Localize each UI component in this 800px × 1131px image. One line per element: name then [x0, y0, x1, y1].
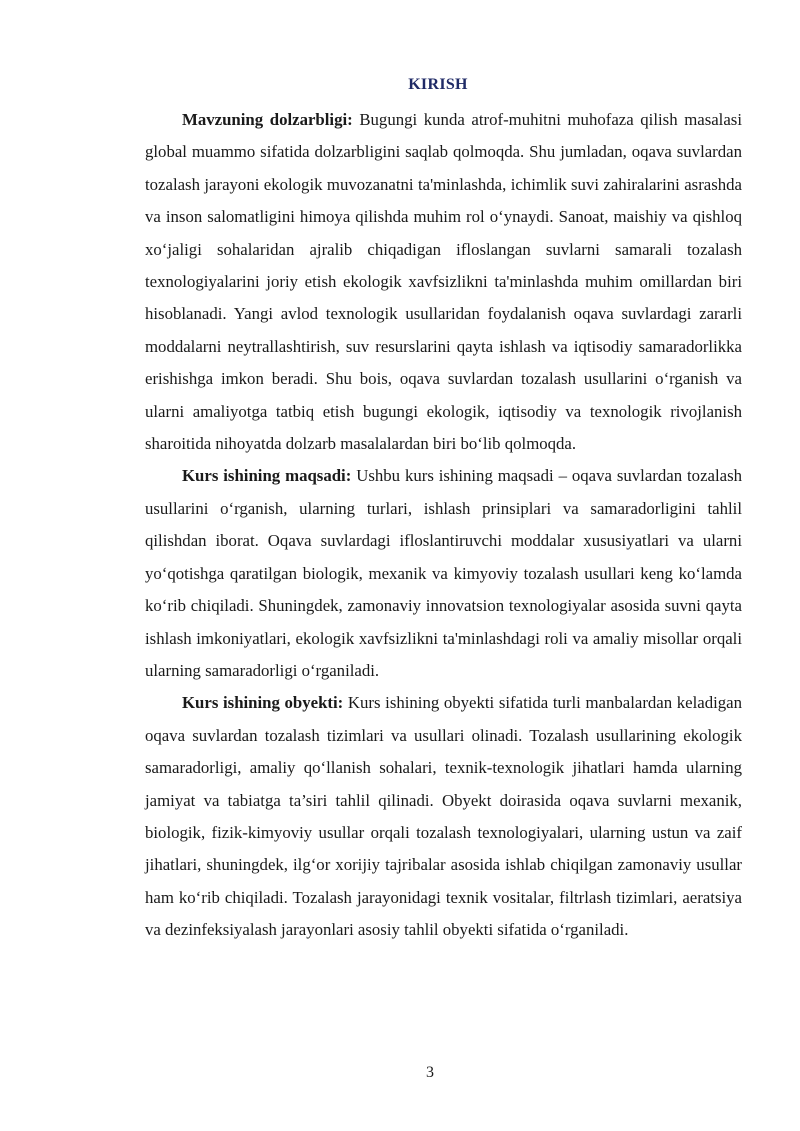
paragraph-goal [145, 460, 742, 687]
document-body [145, 104, 742, 947]
paragraph-lead: Kurs ishining obyekti: [182, 693, 344, 713]
paragraph-lead: Kurs ishining maqsadi: [182, 466, 352, 486]
paragraph-text: Bugungi kunda atrof-muhitni muhofaza qilish masalasi global muammo sifatida dolzarbligini saqlab qolmoqda. Shu jumladan, oqava suvlardan tozalash jarayoni ekologik muvozanatni ta'minlashda, ichimlik suvi zahiralarini asrashda va inson salomatligini himoya qilishda muhim rol o‘ynaydi. Sanoat, maishiy va qishloq xo‘jaligi sohalaridan ajralib chiqadigan ifloslangan suvlarni samarali tozalash texnologiyalarini joriy etish ekologik xavfsizlikni ta'minlashda muhim omillardan biri hisoblanadi. Yangi avlod texnologik usullaridan foydalanish oqava suvlardagi zararli moddalarni neytrallashtirish, suv resurslarini qayta ishlash va iqtisodiy samaradorlikka erishishga imkon beradi. Shu bois, oqava suvlardan tozalash usullarini o‘rganish va ularni amaliyotga tatbiq etish bugungi ekologik, iqtisodiy va texnologik rivojlanish sharoitida nihoyatda dolzarb masalalardan biri bo‘lib qolmoqda. [145, 110, 742, 454]
section-title: KIRISH [408, 76, 468, 93]
paragraph-object [145, 687, 742, 946]
page-number: 3 [426, 1064, 434, 1081]
paragraph-relevance [145, 104, 742, 460]
paragraph-lead: Mavzuning dolzarbligi: [182, 110, 353, 129]
paragraph-text: Kurs ishining obyekti sifatida turli manbalardan keladigan oqava suvlardan tozalash tizimlari va usullari olinadi. Tozalash usullarining ekologik samaradorligi, amaliy qo‘llanish sohalari, texnik-texnologik jihatlari hamda ularning jamiyat va tabiatga ta’siri tahlil qilinadi. Obyekt doirasida oqava suvlarni mexanik, biologik, fizik-kimyoviy usullar orqali tozalash texnologiyalari, ularning ustun va zaif jihatlari, shuningdek, ilg‘or xorijiy tajribalar asosida ishlab chiqilgan zamonaviy usullar ham ko‘rib chiqiladi. Tozalash jarayonidagi texnik vositalar, filtrlash tizimlari, aeratsiya va dezinfeksiyalash jarayonlari asosiy tahlil obyekti sifatida o‘rganiladi. [145, 693, 742, 940]
paragraph-text: Ushbu kurs ishining maqsadi – oqava suvlardan tozalash usullarini o‘rganish, ularning turlari, ishlash prinsiplari va samaradorligini tahlil qilishdan iborat. Oqava suvlardagi ifloslantiruvchi moddalar xususiyatlari va ularni yo‘qotishga qaratilgan biologik, mexanik va kimyoviy tozalash usullari keng ko‘lamda ko‘rib chiqiladi. Shuningdek, zamonaviy innovatsion texnologiyalar asosida suvni qayta ishlash imkoniyatlari, ekologik xavfsizlikni ta'minlashdagi roli va amaliy misollar orqali ularning samaradorligi o‘rganiladi. [145, 466, 742, 680]
